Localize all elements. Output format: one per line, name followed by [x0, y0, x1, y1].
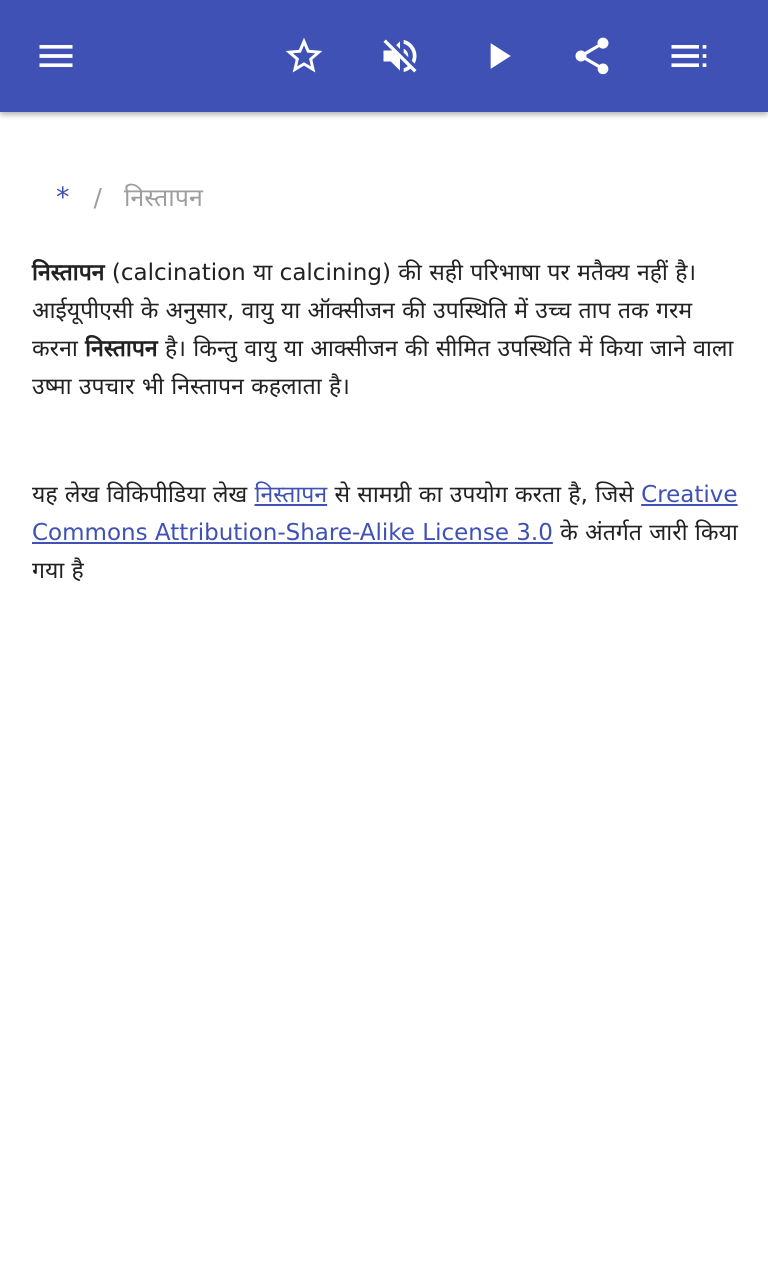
attribution-prefix: यह लेख विकिपीडिया लेख [32, 482, 255, 508]
breadcrumb [56, 180, 203, 214]
share-icon [570, 34, 614, 78]
menu-button[interactable] [28, 28, 84, 84]
play-button[interactable] [470, 28, 526, 84]
menu-icon [34, 34, 78, 78]
breadcrumb-separator: / [93, 183, 102, 212]
favorite-button[interactable] [276, 28, 332, 84]
play-icon [476, 34, 520, 78]
article-paragraph [32, 254, 742, 406]
attribution-middle: से सामग्री का उपयोग करता है, जिसे [327, 482, 642, 508]
sound-toggle-button[interactable] [372, 28, 428, 84]
volume-off-icon [378, 34, 422, 78]
wikipedia-article-link[interactable]: निस्तापन [254, 482, 328, 508]
app-bar [0, 0, 768, 112]
contents-button[interactable] [660, 28, 716, 84]
attribution-suffix: के अंतर्गत जारी किया गया है [32, 520, 738, 584]
article-term-bold-2: निस्तापन [85, 336, 158, 362]
breadcrumb-current: निस्तापन [123, 183, 203, 212]
article-term-bold: निस्तापन [32, 260, 105, 286]
share-button[interactable] [564, 28, 620, 84]
article-text-2: है। किन्तु वायु या आक्सीजन की सीमित उपस्थिति में किया जाने वाला उष्मा उपचार भी निस्तापन कहलाता है। [32, 336, 734, 400]
star-outline-icon [282, 34, 326, 78]
license-link[interactable]: Creative Commons Attribution-Share-Alike License 3.0 [32, 482, 738, 546]
breadcrumb-home-link[interactable]: * [56, 182, 70, 213]
article-content [32, 254, 742, 590]
attribution-paragraph [32, 476, 742, 590]
playlist-icon [666, 34, 710, 78]
article-text: (calcination या calcining) की सही परिभाषा पर मतैक्य नहीं है। आईयूपीएसी के अनुसार, वायु या ऑक्सीजन की उपस्थिति में उच्च ताप तक गरम करना [32, 260, 697, 362]
